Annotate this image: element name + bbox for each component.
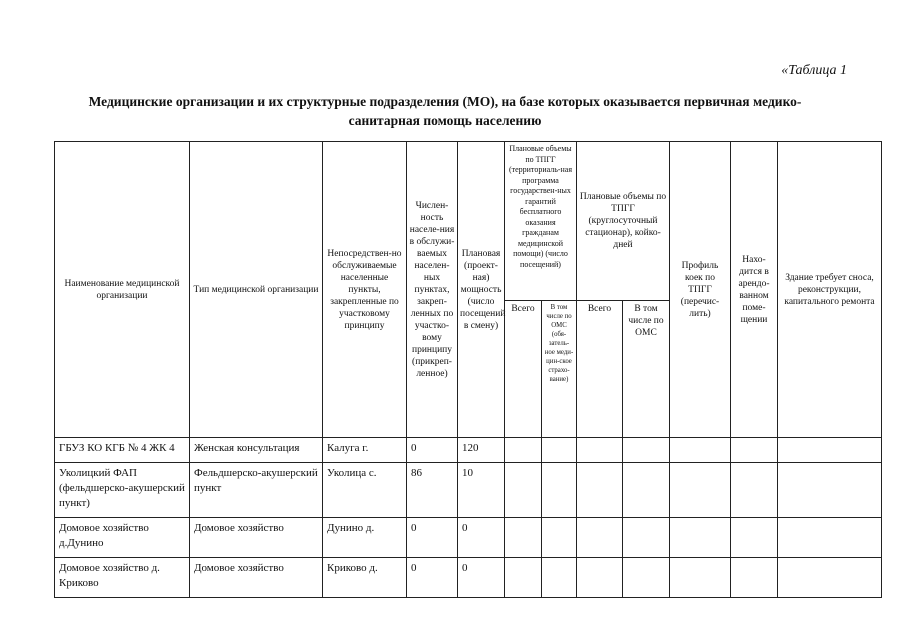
cell-capacity: 10 <box>458 463 505 518</box>
cell-empty <box>670 558 731 598</box>
header-rented: Нахо-дится в арендо-ванном поме-щении <box>731 142 778 438</box>
mo-table <box>54 141 882 598</box>
table-row <box>55 438 882 463</box>
cell-empty <box>731 558 778 598</box>
cell-empty <box>670 518 731 558</box>
cell-empty <box>623 518 670 558</box>
cell-settlement: Уколица с. <box>323 463 407 518</box>
subheader-beds-total: Всего <box>577 301 623 438</box>
table-number-label: «Таблица 1 <box>781 63 847 78</box>
header-capacity: Плановая (проект-ная) мощность (число посещений в смену) <box>458 142 505 438</box>
cell-empty <box>542 463 577 518</box>
cell-empty <box>778 463 882 518</box>
cell-population: 86 <box>407 463 458 518</box>
cell-empty <box>505 463 542 518</box>
cell-capacity: 0 <box>458 558 505 598</box>
document-title: Медицинские организации и их структурные подразделения (МО), на базе которых оказывается первичная медико-санитарная помощь населению <box>88 94 802 128</box>
cell-org-name: Домовое хозяйство д. Криково <box>55 558 190 598</box>
cell-settlement: Дунино д. <box>323 518 407 558</box>
cell-empty <box>623 438 670 463</box>
cell-empty <box>670 438 731 463</box>
header-beds-profile: Профиль коек по ТПГГ (перечис-лить) <box>670 142 731 438</box>
subheader-visits-oms: В том числе по ОМС (обя-затель-ное меди-цин-ское страхо-вание) <box>542 301 577 438</box>
cell-empty <box>542 518 577 558</box>
cell-capacity: 120 <box>458 438 505 463</box>
cell-empty <box>778 518 882 558</box>
cell-empty <box>670 463 731 518</box>
header-beds-plan: Плановые объемы по ТПГГ (круглосуточный стационар), койко-дней <box>577 142 670 301</box>
cell-empty <box>577 463 623 518</box>
cell-org-type: Домовое хозяйство <box>190 518 323 558</box>
cell-empty <box>731 518 778 558</box>
cell-empty <box>577 438 623 463</box>
subheader-beds-oms: В том числе по ОМС <box>623 301 670 438</box>
header-population: Числен-ность населе-ния в обслужи-ваемых населен-ных пунктах, закреп-ленных по участко-вому принципу (прикреп-ленное) <box>407 142 458 438</box>
cell-settlement: Калуга г. <box>323 438 407 463</box>
cell-empty <box>778 438 882 463</box>
header-org-name: Наименование медицинской организации <box>55 142 190 438</box>
header-settlements: Непосредствен-но обслуживаемые населенные пункты, закрепленные по участковому принципу <box>323 142 407 438</box>
header-org-type: Тип медицинской организации <box>190 142 323 438</box>
cell-empty <box>542 558 577 598</box>
cell-empty <box>731 438 778 463</box>
cell-empty <box>577 558 623 598</box>
header-row <box>55 142 882 301</box>
cell-empty <box>778 558 882 598</box>
subheader-visits-total: Всего <box>505 301 542 438</box>
cell-org-type: Фельдшерско-акушерский пункт <box>190 463 323 518</box>
header-demolition: Здание требует сноса, реконструкции, капитального ремонта <box>778 142 882 438</box>
cell-empty <box>505 558 542 598</box>
cell-empty <box>623 463 670 518</box>
cell-empty <box>505 438 542 463</box>
cell-empty <box>731 463 778 518</box>
table-row <box>55 463 882 518</box>
cell-capacity: 0 <box>458 518 505 558</box>
table-row <box>55 518 882 558</box>
cell-population: 0 <box>407 518 458 558</box>
table-row <box>55 558 882 598</box>
cell-empty <box>623 558 670 598</box>
cell-population: 0 <box>407 558 458 598</box>
cell-org-name: Уколицкий ФАП (фельдшерско-акушерский пункт) <box>55 463 190 518</box>
cell-population: 0 <box>407 438 458 463</box>
cell-org-name: ГБУЗ КО КГБ № 4 ЖК 4 <box>55 438 190 463</box>
cell-empty <box>542 438 577 463</box>
cell-org-type: Домовое хозяйство <box>190 558 323 598</box>
cell-org-name: Домовое хозяйство д.Дунино <box>55 518 190 558</box>
cell-empty <box>505 518 542 558</box>
header-visits-plan: Плановые объемы по ТПГГ (территориаль-ная программа государствен-ных гарантий бесплатного оказания гражданам медицинской помощи) (число посещений) <box>505 142 577 301</box>
cell-org-type: Женская консультация <box>190 438 323 463</box>
cell-settlement: Криково д. <box>323 558 407 598</box>
cell-empty <box>577 518 623 558</box>
